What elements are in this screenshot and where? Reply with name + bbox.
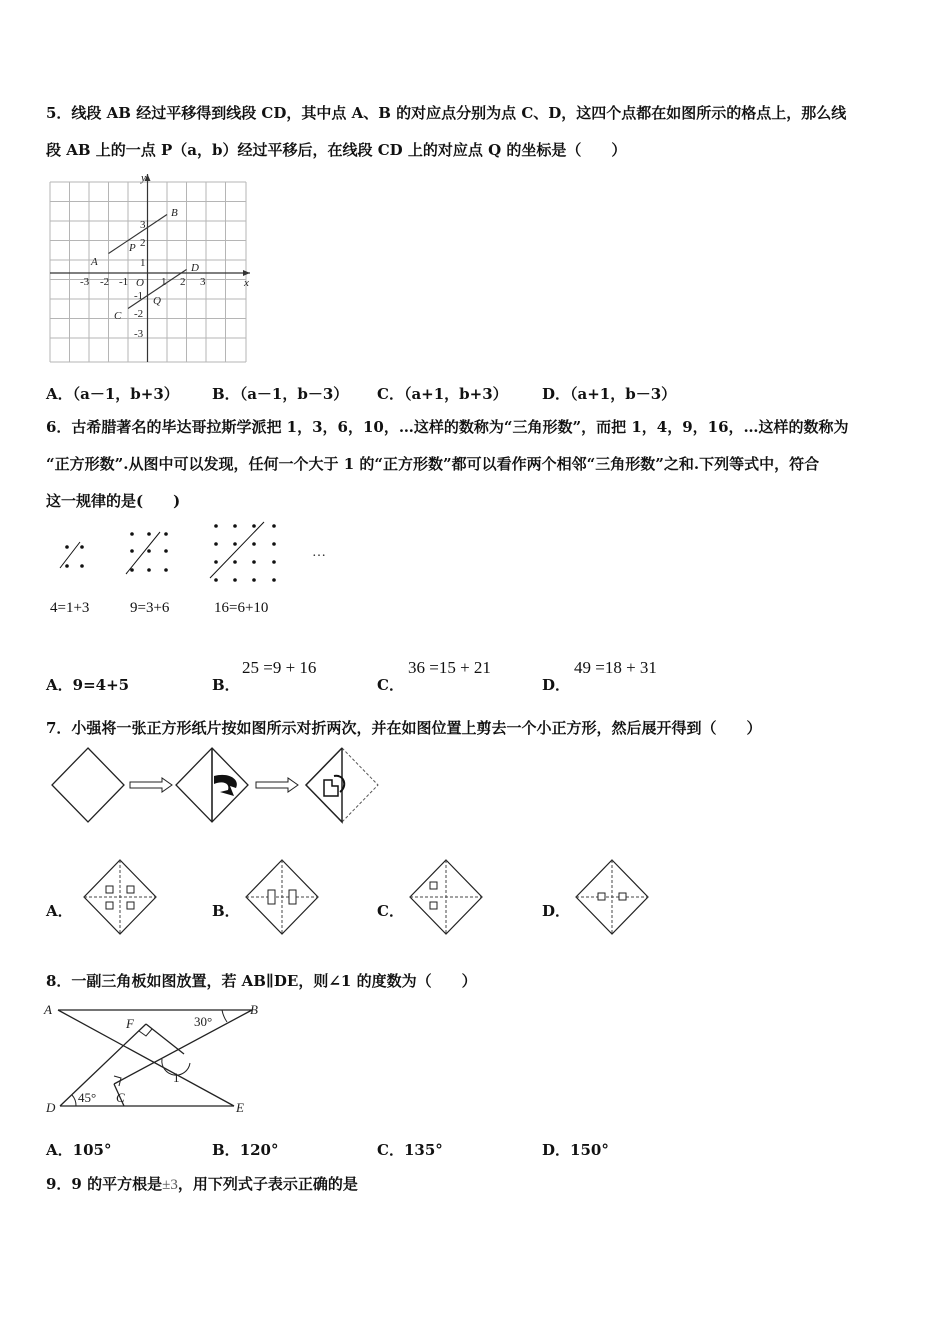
q7-option-a-figure[interactable] <box>82 858 162 936</box>
q7-stem: 7．小强将一张正方形纸片按如图所示对折两次，并在如图位置上剪去一个小正方形，然后展开得到（ ） <box>46 719 762 737</box>
y-label: y <box>141 172 146 184</box>
x-tick: 1 <box>161 276 167 288</box>
q6-stem-line2: “正方形数”.从图中可以发现，任何一个大于 1 的“正方形数”都可以看作两个相邻“三角形数”之和.下列等式中，符合 <box>46 455 820 473</box>
point-d-label: D <box>191 262 199 274</box>
point-b-label: B <box>171 207 178 219</box>
q6-option-d-equation[interactable]: 49 =18 + 31 <box>574 658 657 677</box>
point-p-label: P <box>129 242 136 254</box>
ellipsis: … <box>312 545 326 560</box>
line-df <box>60 1024 146 1106</box>
cut-square-icon <box>324 780 338 796</box>
plus-minus-3: ±3 <box>162 1177 178 1193</box>
point-c-label: C <box>114 310 122 322</box>
x-tick: 3 <box>200 276 206 288</box>
q5-option-b[interactable]: B．（a－1，b－3） <box>212 385 349 403</box>
y-tick: 1 <box>140 257 146 269</box>
q7-option-c[interactable]: C． <box>377 902 404 920</box>
label-30: 30° <box>194 1014 213 1029</box>
arrow-icon <box>256 778 298 792</box>
caption-16: 16=6+10 <box>214 600 269 616</box>
q6-option-d-letter[interactable]: D． <box>542 676 571 694</box>
q7-option-d[interactable]: D． <box>542 902 571 920</box>
q6-option-b-letter[interactable]: B． <box>212 676 240 694</box>
q7-option-c-figure[interactable] <box>408 858 488 936</box>
x-tick: -3 <box>80 276 90 288</box>
q9-stem: 9．9 的平方根是±3，用下列式子表示正确的是 <box>46 1175 358 1193</box>
q7-option-d-figure[interactable] <box>574 858 654 936</box>
fold-arrow-icon <box>214 775 237 796</box>
label-c: C <box>116 1090 125 1105</box>
q7-folding-steps <box>48 746 388 826</box>
caption-4: 4=1+3 <box>50 600 90 616</box>
label-b: B <box>250 1002 258 1017</box>
q5-stem-line1: 5．线段 AB 经过平移得到线段 CD，其中点 A、B 的对应点分别为点 C、D，这四个点都在如图所示的格点上，那么线 <box>46 104 847 122</box>
q8-option-b[interactable]: B．120° <box>212 1141 279 1159</box>
q5-coordinate-grid <box>50 172 250 364</box>
q6-option-b-equation[interactable]: 25 =9 + 16 <box>242 658 317 677</box>
line-f-side <box>146 1024 184 1054</box>
arrow-icon <box>130 778 172 792</box>
y-tick: -2 <box>134 308 144 320</box>
q6-stem-line1: 6．古希腊著名的毕达哥拉斯学派把 1，3，6，10，…这样的数称为“三角形数”，而把 1，4，9，16，…这样的数称为 <box>46 418 849 436</box>
q8-option-a[interactable]: A．105° <box>46 1141 112 1159</box>
y-tick: -1 <box>134 290 144 302</box>
q6-option-a[interactable]: A．9=4+5 <box>46 676 130 694</box>
q6-dot-patterns <box>50 520 340 585</box>
y-tick: 2 <box>140 237 146 249</box>
label-d: D <box>46 1100 56 1115</box>
segment-ab <box>109 215 168 254</box>
x-label: x <box>244 277 249 289</box>
q7-option-a[interactable]: A． <box>46 902 73 920</box>
label-f: F <box>126 1016 134 1031</box>
y-tick: 3 <box>140 219 146 231</box>
point-q-label: Q <box>153 295 161 307</box>
x-tick: -1 <box>119 276 129 288</box>
q7-option-b[interactable]: B． <box>212 902 240 920</box>
x-tick: -2 <box>100 276 110 288</box>
q6-option-c-equation[interactable]: 36 =15 + 21 <box>408 658 491 677</box>
q8-option-c[interactable]: C．135° <box>377 1141 443 1159</box>
label-a: A <box>44 1002 52 1017</box>
q7-option-b-figure[interactable] <box>244 858 324 936</box>
q8-stem: 8．一副三角板如图放置，若 AB∥DE，则∠1 的度数为（ ） <box>46 972 477 990</box>
q5-option-a[interactable]: A．（a－1，b+3） <box>46 385 179 403</box>
point-a-label: A <box>91 256 98 268</box>
origin-label: O <box>136 277 144 289</box>
square-paper <box>52 748 124 822</box>
y-tick: -3 <box>134 328 144 340</box>
q8-triangle-figure <box>44 998 274 1122</box>
q5-option-c[interactable]: C．（a+1，b+3） <box>377 385 508 403</box>
label-1: 1 <box>173 1070 180 1085</box>
label-45: 45° <box>78 1090 97 1105</box>
q8-option-d[interactable]: D．150° <box>542 1141 609 1159</box>
x-tick: 2 <box>180 276 186 288</box>
label-e: E <box>236 1100 244 1115</box>
q6-stem-line3: 这一规律的是( ) <box>46 492 181 510</box>
q6-option-c-letter[interactable]: C． <box>377 676 404 694</box>
caption-9: 9=3+6 <box>130 600 170 616</box>
q5-option-d[interactable]: D．（a+1，b－3） <box>542 385 677 403</box>
q5-stem-line2: 段 AB 上的一点 P（a，b）经过平移后，在线段 CD 上的对应点 Q 的坐标是（ ） <box>46 141 627 159</box>
